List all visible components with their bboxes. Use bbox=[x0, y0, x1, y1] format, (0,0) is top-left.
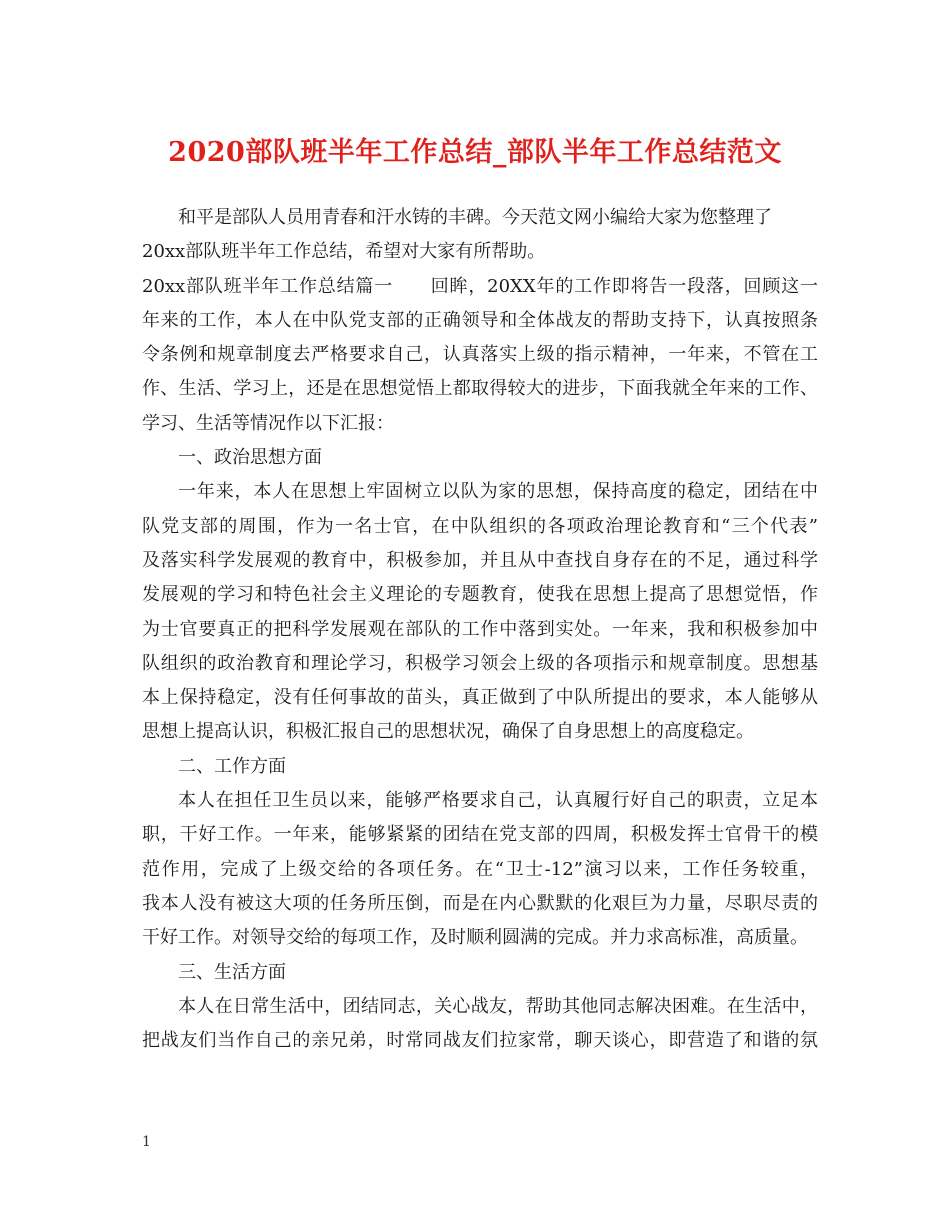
paragraph-line: 队党支部的周围，作为一名士官，在中队组织的各项政治理论教育和“三个代表” bbox=[142, 515, 818, 537]
paragraph-line: 职，干好工作。一年来，能够紧紧的团结在党支部的四周，积极发挥士官骨干的模 bbox=[142, 824, 818, 846]
paragraph-line: 思想上提高认识，积极汇报自己的思想状况，确保了自身思想上的高度稳定。 bbox=[142, 721, 754, 743]
paragraph-line: 本上保持稳定，没有任何事故的苗头，真正做到了中队所提出的要求，本人能够从 bbox=[142, 687, 818, 709]
paragraph-line: 范作用，完成了上级交给的各项任务。在“卫士-12”演习以来，工作任务较重， bbox=[142, 858, 818, 880]
paragraph-line: 本人在日常生活中，团结同志，关心战友，帮助其他同志解决困难。在生活中， bbox=[178, 995, 818, 1017]
paragraph-line: 发展观的学习和特色社会主义理论的专题教育，使我在思想上提高了思想觉悟，作 bbox=[142, 584, 818, 606]
paragraph-line: 把战友们当作自己的亲兄弟，时常同战友们拉家常，聊天谈心，即营造了和谐的氛 bbox=[142, 1030, 818, 1052]
paragraph-line: 我本人没有被这大项的任务所压倒，而是在内心默默的化艰巨为力量，尽职尽责的 bbox=[142, 892, 818, 914]
paragraph-line: 干好工作。对领导交给的每项工作，及时顺利圆满的完成。并力求高标准，高质量。 bbox=[142, 927, 808, 949]
document-body bbox=[142, 201, 818, 1058]
paragraph-line: 学习、生活等情况作以下汇报： bbox=[142, 412, 394, 434]
paragraph-line: 20xx部队班半年工作总结篇一 回眸，20XX年的工作即将告一段落，回顾这一 bbox=[142, 275, 818, 297]
section-heading: 一、政治思想方面 bbox=[178, 447, 322, 469]
paragraph-line: 一年来，本人在思想上牢固树立以队为家的思想，保持高度的稳定，团结在中 bbox=[178, 481, 818, 503]
paragraph-line: 及落实科学发展观的教育中，积极参加，并且从中查找自身存在的不足，通过科学 bbox=[142, 549, 818, 571]
paragraph-line: 令条例和规章制度去严格要求自己，认真落实上级的指示精神，一年来，不管在工 bbox=[142, 344, 818, 366]
paragraph-line: 队组织的政治教育和理论学习，积极学习领会上级的各项指示和规章制度。思想基 bbox=[142, 652, 818, 674]
page-number: 1 bbox=[142, 1134, 151, 1150]
paragraph-line: 本人在担任卫生员以来，能够严格要求自己，认真履行好自己的职责，立足本 bbox=[178, 790, 818, 812]
paragraph-line: 为士官要真正的把科学发展观在部队的工作中落到实处。一年来，我和积极参加中 bbox=[142, 618, 818, 640]
section-heading: 二、工作方面 bbox=[178, 755, 286, 777]
section-heading: 三、生活方面 bbox=[178, 961, 286, 983]
paragraph-line: 和平是部队人员用青春和汗水铸的丰碑。今天范文网小编给大家为您整理了 bbox=[178, 207, 772, 228]
document-title: 2020部队班半年工作总结_部队半年工作总结范文 bbox=[168, 137, 782, 168]
paragraph-line: 年来的工作，本人在中队党支部的正确领导和全体战友的帮助支持下，认真按照条 bbox=[142, 309, 818, 331]
paragraph-line: 20xx部队班半年工作总结，希望对大家有所帮助。 bbox=[142, 241, 546, 263]
paragraph-line: 作、生活、学习上，还是在思想觉悟上都取得较大的进步，下面我就全年来的工作、 bbox=[142, 378, 818, 400]
